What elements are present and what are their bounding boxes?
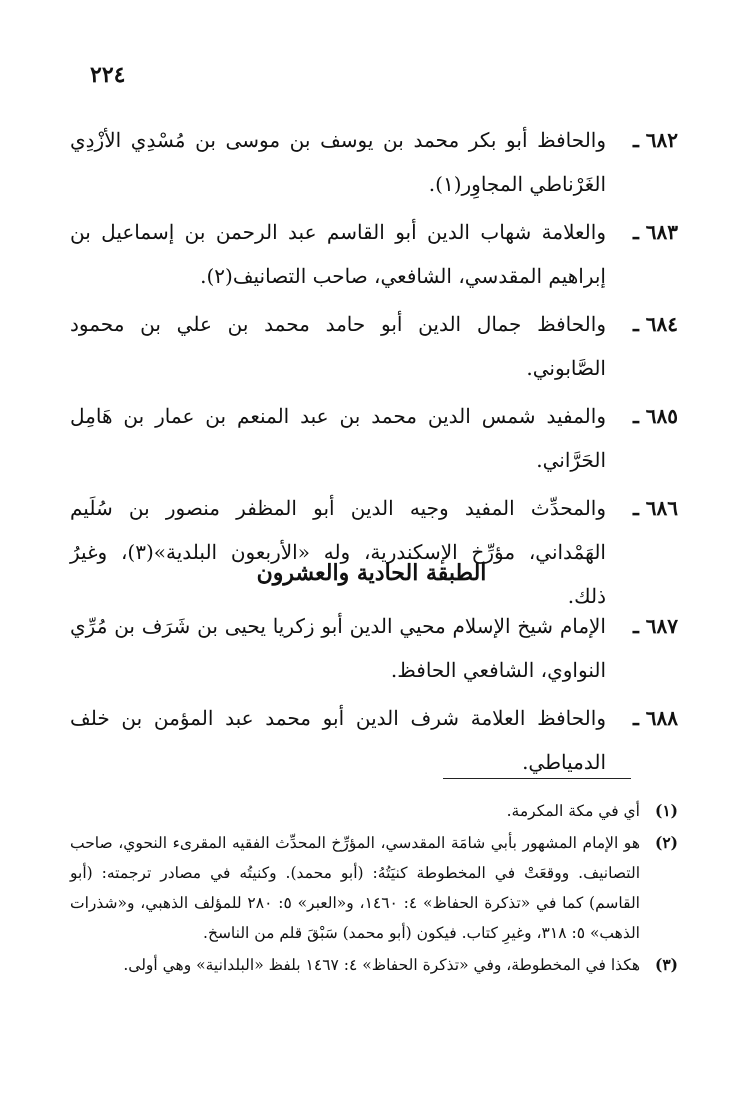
footnotes: [70, 796, 678, 982]
entry-number: ٦٨٢ ـ: [632, 128, 678, 152]
section-heading: الطبقة الحادية والعشرون: [256, 560, 487, 586]
footnote-text: هكذا في المخطوطة، وفي «تذكرة الحفاظ» ٤: ١٤٦٧ بلفظ «البلدانية» وهي أولى.: [123, 956, 640, 974]
entry-683: [70, 210, 678, 298]
entry-number: ٦٨٤ ـ: [632, 312, 678, 336]
entry-text: والمحدِّث المفيد وجيه الدين أبو المظفر منصور بن سُلَيم الهَمْداني، مؤرِّخ الإسكندرية، وله «الأربعون البلدية»(٣)، وغيرُ ذلك.: [70, 496, 606, 608]
entry-number: ٦٨٧ ـ: [632, 614, 678, 638]
entries-list: [70, 118, 678, 622]
entry-688: [70, 696, 678, 784]
entry-text: والحافظ أبو بكر محمد بن يوسف بن موسى بن مُسْدِي الأزْدِي الغَرْناطي المجاوِر(١).: [70, 128, 606, 196]
entry-text: والعلامة شهاب الدين أبو القاسم عبد الرحمن بن إسماعيل بن إبراهيم المقدسي، الشافعي، صاحب التصانيف(٢).: [70, 220, 606, 288]
footnote-divider: [443, 778, 631, 779]
entry-text: والحافظ العلامة شرف الدين أبو محمد عبد المؤمن بن خلف الدمياطي.: [70, 706, 606, 774]
footnote-number: (٢): [654, 833, 678, 852]
footnote-text: هو الإمام المشهور بأبي شامَة المقدسي، المؤرِّخ المحدِّث الفقيه المقرىء النحوي، صاحب التصانيف. ووقعَتْ في المخطوطة كنيَتُهُ: (أبو محمد). وكنيتُه في مصادر ترجمته: (أبو القاسم) كما في «تذكرة الحفاظ» ٤: ١٤٦٠، و«العبر» ٥: ٢٨٠ للمؤلف الذهبي، و«شذرات الذهب» ٥: ٣١٨، وغيرِ كتاب. فيكون (أبو محمد) سَبْقَ قلم من الناسخ.: [70, 834, 640, 942]
footnote-number: (١): [654, 801, 678, 820]
page-number: ٢٢٤: [90, 62, 126, 88]
entry-685: [70, 394, 678, 482]
entry-number: ٦٨٦ ـ: [632, 496, 678, 520]
entry-687: [70, 604, 678, 692]
footnote-2: [70, 828, 678, 948]
entry-686: [70, 486, 678, 618]
entry-text: والمفيد شمس الدين محمد بن عبد المنعم بن عمار بن هَامِل الحَرَّاني.: [70, 404, 606, 472]
footnote-text: أي في مكة المكرمة.: [506, 802, 640, 820]
entry-number: ٦٨٨ ـ: [632, 706, 678, 730]
entry-text: والحافظ جمال الدين أبو حامد محمد بن علي بن محمود الصَّابوني.: [70, 312, 606, 380]
footnote-1: [70, 796, 678, 826]
footnote-number: (٣): [654, 955, 678, 974]
entries-list-2: [70, 604, 678, 788]
entry-text: الإمام شيخ الإسلام محيي الدين أبو زكريا يحيى بن شَرَف بن مُرِّي النواوي، الشافعي الحافظ.: [70, 614, 606, 682]
entry-684: [70, 302, 678, 390]
footnote-3: [70, 950, 678, 980]
entry-682: [70, 118, 678, 206]
entry-number: ٦٨٣ ـ: [632, 220, 678, 244]
entry-number: ٦٨٥ ـ: [632, 404, 678, 428]
